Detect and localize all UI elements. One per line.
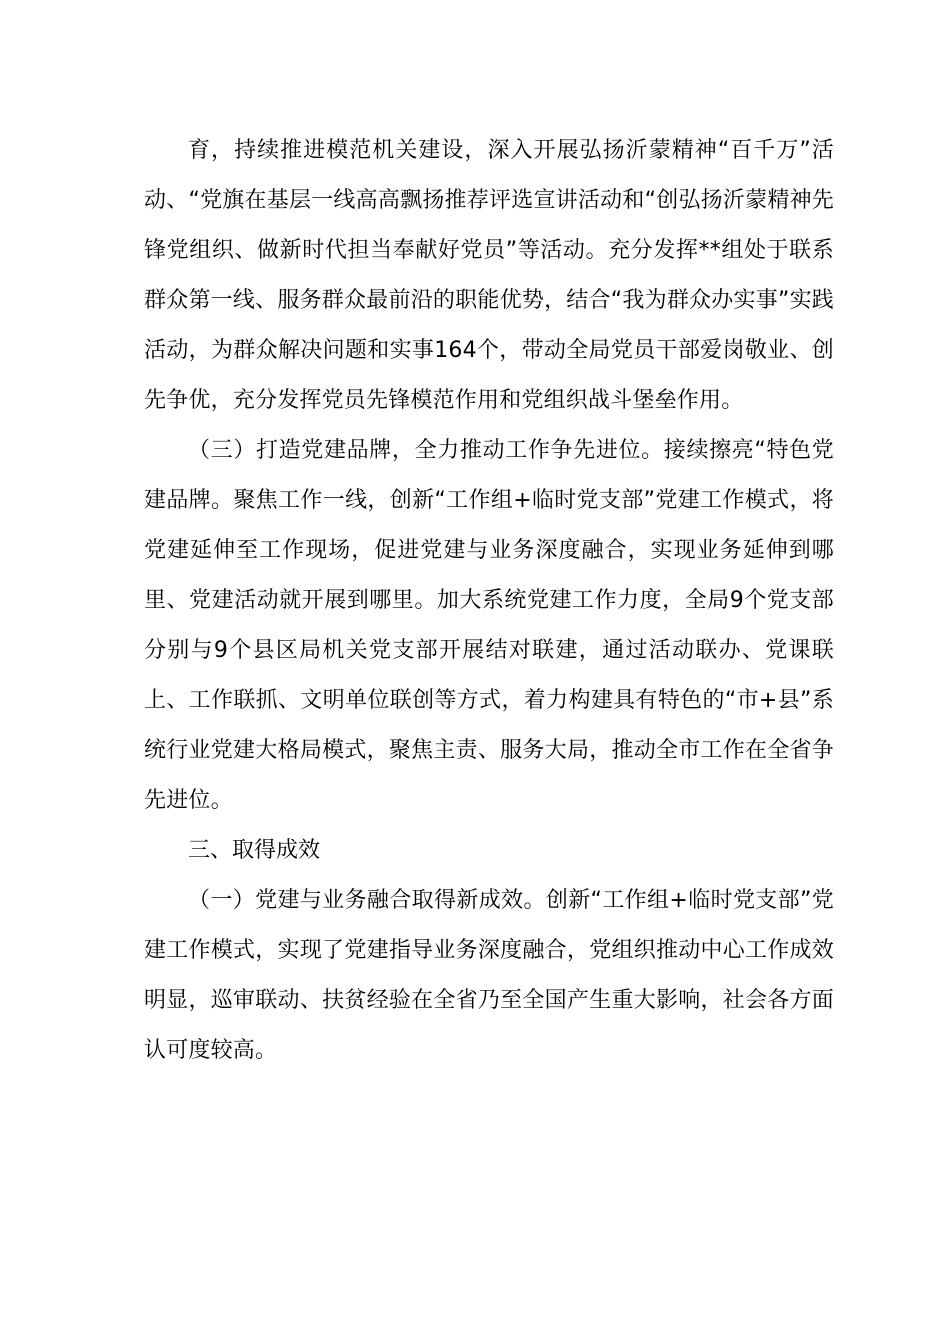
document-page (144, 126, 834, 1076)
paragraph-integration-results: （一）党建与业务融合取得新成效。创新“工作组+临时党支部”党建工作模式，实现了党建指导业务深度融合，党组织推动中心工作成效明显，巡审联动、扶贫经验在全省乃至全国产生重大影响，社会各方面认可度较高。 (144, 888, 834, 1063)
paragraph-continuation: 育，持续推进模范机关建设，深入开展弘扬沂蒙精神“百千万”活动、“党旗在基层一线高高飘扬推荐评选宣讲活动和“创弘扬沂蒙精神先锋党组织、做新时代担当奉献好党员”等活动。充分发挥**组处于联系群众第一线、服务群众最前沿的职能优势，结合“我为群众办实事”实践活动，为群众解决问题和实事164个，带动全局党员干部爱岗敬业、创先争优，充分发挥党员先锋模范作用和党组织战斗堡垒作用。 (144, 138, 834, 413)
paragraph-party-brand: （三）打造党建品牌，全力推动工作争先进位。接续擦亮“特色党建品牌。聚焦工作一线，创新“工作组+临时党支部”党建工作模式，将党建延伸至工作现场，促进党建与业务深度融合，实现业务延伸到哪里、党建活动就开展到哪里。加大系统党建工作力度，全局9个党支部分别与9个县区局机关党支部开展结对联建，通过活动联办、党课联上、工作联抓、文明单位联创等方式，着力构建具有特色的“市+县”系统行业党建大格局模式，聚焦主责、服务大局，推动全市工作在全省争先进位。 (144, 438, 834, 813)
section-heading-results: 三、取得成效 (188, 838, 321, 863)
